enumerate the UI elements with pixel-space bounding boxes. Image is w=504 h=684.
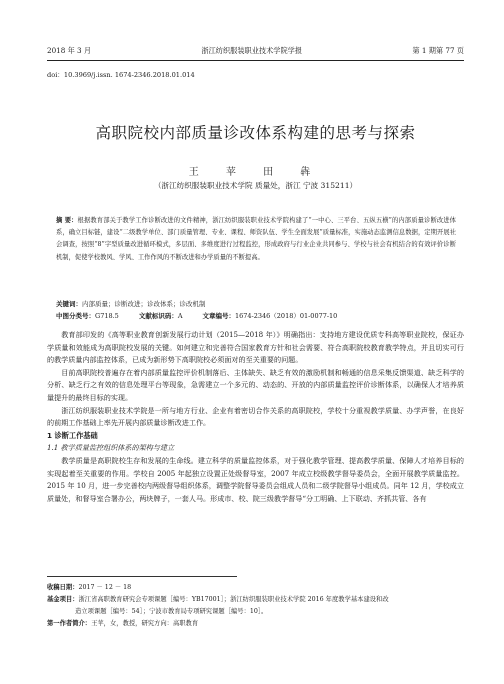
- fund-label: 基金项目：: [47, 596, 79, 603]
- received-date: [47, 582, 464, 594]
- fund-text: 浙江省高职教育研究会专项课题［编号：YB17001］；浙江纺织服装职业技术学院 2016 年度教学基本建设和改: [78, 596, 389, 603]
- author-bio-text: 王苹，女，教授，研究方向：高职教育: [91, 620, 199, 627]
- received-label: 收稿日期：: [47, 584, 79, 591]
- clc-value: G718.5: [95, 312, 119, 320]
- body-paragraph: 教学质量是高职院校生存和发展的生命线。建立科学的质量监控体系，对于强化教学管理、提高教学质量、保障人才培养目标的实现起着至关重要的作用。学校自 2005 年起独立设置正处级督导室，2007 年成立校级教学督导委员会，全面开展教学质量监控。2015 年 10 月，进一步完善校内两级督导组织体系，调整学院督导委员会组成人员和二级学院督导小组成员。同年 12 月，学校成立质量处，和督导室合署办公，两块牌子，一套人马。形成市、校、院三级教学督导“分工明确、上下联动、齐抓共管、各有: [47, 455, 464, 503]
- body-text: [47, 329, 464, 505]
- doc-code-value: A: [177, 312, 183, 320]
- body-paragraph: 教育部印发的《高等职业教育创新发展行动计划（2015—2018 年）》明确指出：支持地方建设优质专科高等职业院校，保证办学质量和效能成为高职院校发展的关键。如何建立和完善符合国家教育方针和社会需要、符合高职院校教育教学特点，并且切实可行的教学质量内部监控体系，已成为新形势下高职院校必须面对的至关重要的问题。: [47, 330, 464, 365]
- article-value: 1674-2346（2018）01-0077-10: [235, 312, 338, 320]
- doi-line: doi：10.3969/j.issn. 1674-2346.2018.01.014: [47, 71, 195, 79]
- paper-authors: 王 苹 田 犇: [188, 167, 323, 178]
- doc-code-label: 文献标识码：: [138, 312, 178, 320]
- body-paragraph: 目前高职院校普遍存在着内部质量监控评价机制落后、主体缺失、缺乏有效的激励机制和畅通的信息采集反馈渠道、缺乏科学的分析、缺乏行之有效的信息处理平台等现象，急需建立一个多元的、动态的、开放的内部质量监控评价诊断体系，以确保人才培养质量提升的最终目标的实现。: [47, 367, 464, 402]
- section-heading: 1 诊断工作基础: [47, 430, 98, 440]
- keywords: [56, 299, 456, 308]
- fund-info-continued: 造立项课题［编号：54］；宁波市教育局专项研究课题［编号：10］。: [75, 608, 268, 615]
- received-text: 2017 － 12 － 18: [78, 584, 132, 591]
- paper-title: 高职院校内部质量诊改体系构建的思考与探索: [95, 124, 416, 142]
- first-author-bio: [47, 618, 464, 630]
- abstract: [56, 215, 456, 264]
- subsection-heading: 1.1 教学质量监控组织体系的架构与建立: [47, 443, 175, 453]
- author-affiliation: （浙江纺织服装职业技术学院 质量处，浙江 宁波 315211）: [153, 181, 358, 190]
- abstract-text: 根据教育部关于教学工作诊断改进的文件精神，浙江纺织服装职业技术学院构建了“一中心、三平台、五纵五横”的内部质量诊断改进体系，确立目标链，建设“二级教学单位、部门质量管理、专业、课程、师资队伍、学生全面发展”质量标准，实施动态监测信息数据，定期开展社会调查，按照“8”字型质量改进循环模式，多层面、多维度进行过程监控，形成政府与行业企业共同参与、学校与社会有机结合的有效评价诊断机制，促使学校教风、学风、工作作风的不断改进和办学质量的不断提高。: [56, 217, 456, 261]
- clc-label: 中图分类号：: [56, 312, 95, 320]
- keywords-text: 内部质量；诊断改进；诊改体系；诊改机制: [82, 300, 206, 308]
- article-label: 文章编号：: [202, 312, 236, 320]
- header-page: 第 1 期第 77 页: [412, 46, 464, 55]
- footnote-rule: [47, 576, 237, 577]
- document-code: [139, 311, 183, 320]
- classification-line: [56, 311, 456, 320]
- fund-info: [47, 594, 464, 606]
- clc-number: [56, 311, 119, 320]
- footnotes: [47, 582, 464, 630]
- keywords-label: 关键词：: [56, 300, 82, 308]
- header-rule: [47, 60, 464, 61]
- article-number: [203, 311, 338, 320]
- abstract-label: 摘 要：: [56, 217, 78, 224]
- author-bio-label: 第一作者简介：: [47, 620, 92, 627]
- body-paragraph: 浙江纺织服装职业技术学院是一所与地方行业、企业有着密切合作关系的高职院校，学校十分重视教学质量、办学声誉，在良好的前期工作基础上率先开展内部质量诊断改进工作。: [47, 405, 464, 428]
- running-header: [47, 44, 464, 58]
- header-journal: 浙江纺织服装职业技术学院学报: [201, 46, 303, 55]
- header-date: 2018 年 3 月: [47, 46, 92, 55]
